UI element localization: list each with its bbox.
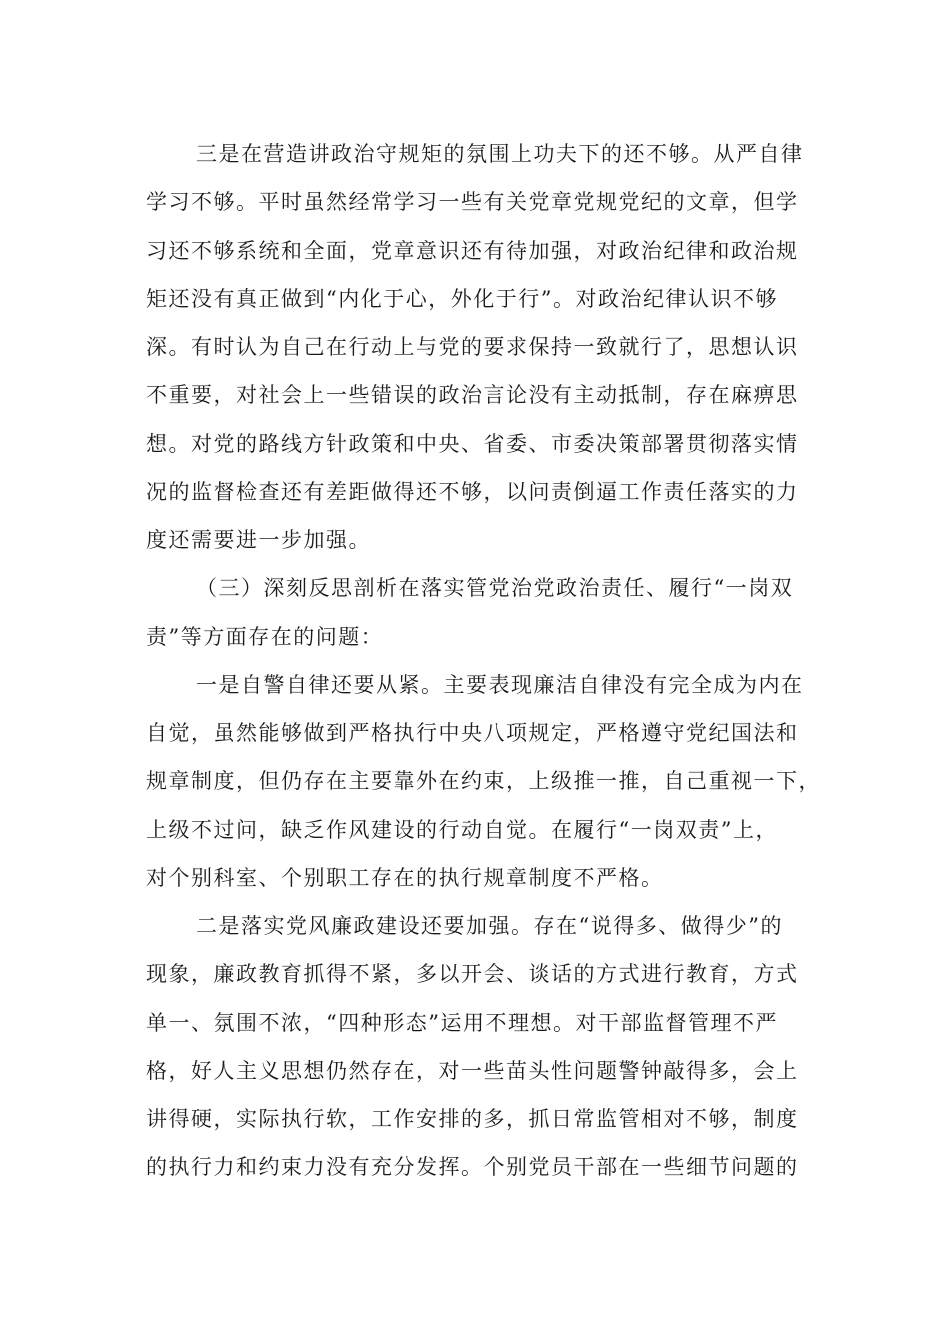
paragraph-line: 一是自警自律还要从紧。主要表现廉洁自律没有完全成为内在 xyxy=(196,672,804,697)
paragraph-line: 不重要，对社会上一些错误的政治言论没有主动抵制，存在麻痹思 xyxy=(146,383,799,408)
paragraph-line: 讲得硬，实际执行软，工作安排的多，抓日常监管相对不够，制度 xyxy=(146,1107,799,1131)
paragraph-line: 现象，廉政教育抓得不紧，多以开会、谈话的方式进行教育，方式 xyxy=(146,962,799,987)
paragraph-line: 况的监督检查还有差距做得还不够，以问责倒逼工作责任落实的力 xyxy=(146,479,799,504)
paragraph-line: 三是在营造讲政治守规矩的氛围上功夫下的还不够。从严自律 xyxy=(196,142,804,166)
paragraph-line: 的执行力和约束力没有充分发挥。个别党员干部在一些细节问题的 xyxy=(146,1155,799,1180)
paragraph-line: 习还不够系统和全面，党章意识还有待加强，对政治纪律和政治规 xyxy=(146,238,799,263)
paragraph-line: 矩还没有真正做到“内化于心，外化于行”。对政治纪律认识不够 xyxy=(146,286,778,311)
document-body xyxy=(146,130,821,1192)
paragraph-line: 自觉，虽然能够做到严格执行中央八项规定，严格遵守党纪国法和 xyxy=(146,721,799,745)
paragraph-line: 对个别科室、个别职工存在的执行规章制度不严格。 xyxy=(146,865,664,890)
paragraph-line: 度还需要进一步加强。 xyxy=(146,528,371,552)
paragraph-line: 格，好人主义思想仍然存在，对一些苗头性问题警钟敲得多，会上 xyxy=(146,1058,799,1083)
paragraph-line: 二是落实党风廉政建设还要加强。存在“说得多、做得少”的 xyxy=(196,914,783,938)
paragraph-line: 深。有时认为自己在行动上与党的要求保持一致就行了，思想认识 xyxy=(146,335,799,359)
paragraph-line: 上级不过问，缺乏作风建设的行动自觉。在履行“一岗双责”上， xyxy=(146,817,778,842)
paragraph-line: 学习不够。平时虽然经常学习一些有关党章党规党纪的文章，但学 xyxy=(146,190,799,215)
paragraph-line: 规章制度，但仍存在主要靠外在约束，上级推一推，自己重视一下， xyxy=(146,769,821,794)
paragraph-line: 单一、氛围不浓，“四种形态”运用不理想。对干部监督管理不严 xyxy=(146,1010,778,1035)
paragraph-line: 想。对党的路线方针政策和中央、省委、市委决策部署贯彻落实情 xyxy=(146,431,799,456)
section-heading-line: （三）深刻反思剖析在落实管党治党政治责任、履行“一岗双 xyxy=(196,576,794,601)
section-heading-line: 责”等方面存在的问题： xyxy=(146,624,384,649)
